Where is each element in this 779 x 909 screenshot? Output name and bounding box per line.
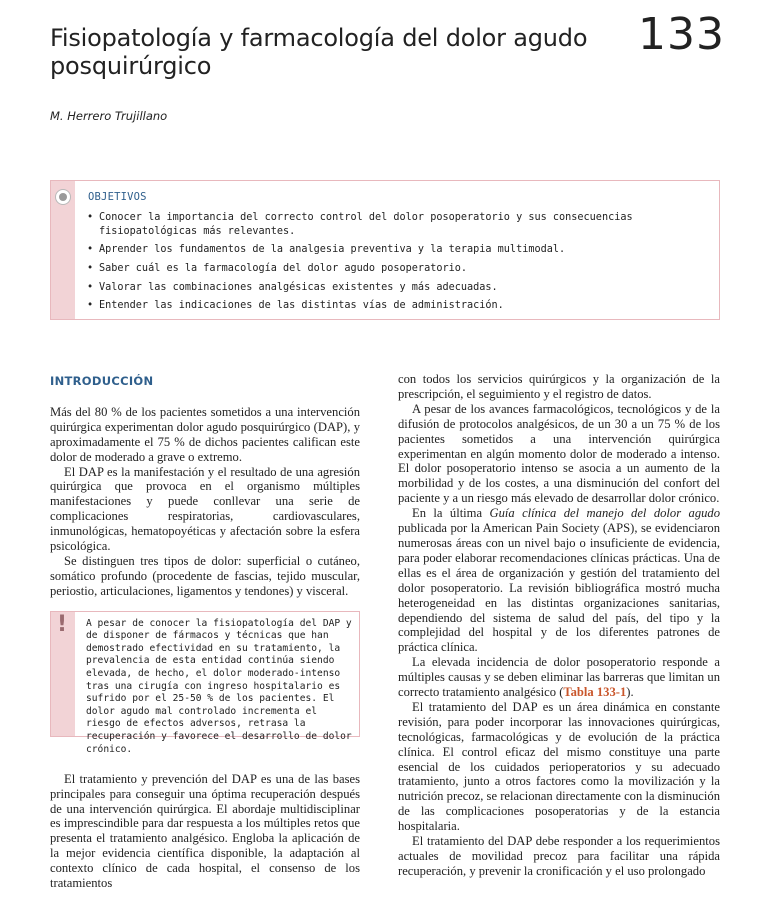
objective-item: • Aprender los fundamentos de la analgesia preventiva y la terapia multimodal. xyxy=(85,243,705,257)
paragraph: Más del 80 % de los pacientes sometidos a una intervención quirúrgica experimentan dolor agudo posquirúrgico (DAP), y aproximadamente el 75 % de dichos pacientes califican este dolor de moderado a grave o extremo. xyxy=(50,404,360,464)
exclamation-icon: ! xyxy=(57,611,68,637)
key-point-strip xyxy=(51,612,75,736)
objectives-strip xyxy=(51,181,75,319)
page-title: Fisiopatología y farmacología del dolor agudo posquirúrgico xyxy=(50,24,588,81)
section-heading-introduccion: INTRODUCCIÓN xyxy=(50,374,154,388)
objectives-list xyxy=(85,211,705,318)
paragraph: El tratamiento y prevención del DAP es una de las bases principales para conseguir una óptima recuperación después de una intervención quirúrgica. El abordaje multidisciplinar es imprescindible para dar respuesta a los múltiples retos que presenta el tratamiento analgésico. Engloba la aplicación de la mejor evidencia científica disponible, la adaptación al contexto clínico de cada hospital, el consenso de los tratamientos xyxy=(50,771,360,891)
paragraph: A pesar de los avances farmacológicos, tecnológicos y de la difusión de protocolos analgésicos, de un 30 a un 75 % de los pacientes sometidos a una intervención quirúrgica experimentan en algún momento dolor de moderado a intenso. El dolor posoperatorio intenso se asocia a un aumento de la morbilidad y de los costes, a una disminución del confort del paciente y a un riesgo más elevado de desarrollar dolor crónico. xyxy=(398,401,720,506)
target-icon xyxy=(55,189,71,205)
text-run: ). xyxy=(626,685,634,700)
paragraph xyxy=(398,506,720,655)
text-run: publicada por la American Pain Society (APS), se evidenciaron numerosas áreas con un nivel bajo o insuficiente de evidencia, para poder elaborar recomendaciones clínicas prácticas. Una de ellas es el área de organización y gestión del tratamiento del dolor posoperatorio. La revisión bibliográfica mostró mucha heterogeneidad en las distintas organizaciones sanitarias, dependiendo del sistema de salud del país, del tipo y la complejidad del hospital y de los diferentes patrones de práctica clínica. xyxy=(398,521,720,655)
paragraph: con todos los servicios quirúrgicos y la organización de la prescripción, el seguimiento y el registro de datos. xyxy=(398,372,720,401)
key-point-box xyxy=(50,611,360,755)
objective-item: • Saber cuál es la farmacología del dolor agudo posoperatorio. xyxy=(85,262,705,276)
text-run: En la última xyxy=(412,506,490,521)
right-column xyxy=(398,372,720,879)
table-reference-link[interactable]: Tabla 133-1 xyxy=(563,685,627,700)
paragraph: El DAP es la manifestación y el resultado de una agresión quirúrgica que provoca en el organismo múltiples manifestaciones y puede conllevar una serie de complicaciones respiratorias, cardiovasculares, inmunológicas, hematopoyéticas y afectación sobre la esfera psicológica. xyxy=(50,464,360,554)
paragraph: Se distinguen tres tipos de dolor: superficial o cutáneo, somático profundo (procedente de fascias, tejido muscular, periostio, articulaciones, ligamentos y tendones) y visceral. xyxy=(50,553,360,598)
objectives-box xyxy=(50,180,720,320)
objective-item: • Entender las indicaciones de las distintas vías de administración. xyxy=(85,299,705,313)
chapter-number: 133 xyxy=(638,9,725,60)
objective-item: • Conocer la importancia del correcto control del dolor posoperatorio y sus consecuencias fisiopatológicas más relevantes. xyxy=(85,211,705,238)
objectives-heading: OBJETIVOS xyxy=(88,191,147,203)
paragraph: El tratamiento del DAP debe responder a los requerimientos actuales de movilidad precoz para facilitar una rápida recuperación, y prevenir la cronificación y el uso prolongado xyxy=(398,834,720,878)
left-column xyxy=(50,370,360,891)
author-name: M. Herrero Trujillano xyxy=(50,109,168,123)
key-point-text: A pesar de conocer la fisiopatología del DAP y de disponer de fármacos y técnicas que han demostrado efectividad en su tratamiento, la prevalencia de esta entidad continúa siendo elevada, de hecho, el dolor moderado-intenso tras una cirugía con ingreso hospitalario es sufrido por el 25-50 % de los pacientes. El dolor agudo mal controlado incrementa el riesgo de efectos adversos, retrasa la recuperación y favorece el desarrollo de dolor crónico. xyxy=(86,617,352,755)
paragraph xyxy=(398,655,720,700)
objective-item: • Valorar las combinaciones analgésicas existentes y más adecuadas. xyxy=(85,281,705,295)
guide-title: Guía clínica del manejo del dolor agudo xyxy=(489,506,721,521)
paragraph: El tratamiento del DAP es un área dinámica en constante revisión, para poder incorporar las innovaciones quirúrgicas, tecnológicas, farmacológicas y de evolución de la práctica clínica. El control eficaz del mismo constituye una parte esencial de los cuidados perioperatorios y su adecuado tratamiento, junto a otros factores como la movilización y la nutrición precoz, se relacionan directamente con la disminución de las complicaciones posoperatorias y de la estancia hospitalaria. xyxy=(398,699,720,834)
text-run: La elevada incidencia de dolor posoperatorio responde a múltiples causas y se deben eliminar las barreras que limitan un correcto tratamiento analgésico ( xyxy=(398,655,720,700)
